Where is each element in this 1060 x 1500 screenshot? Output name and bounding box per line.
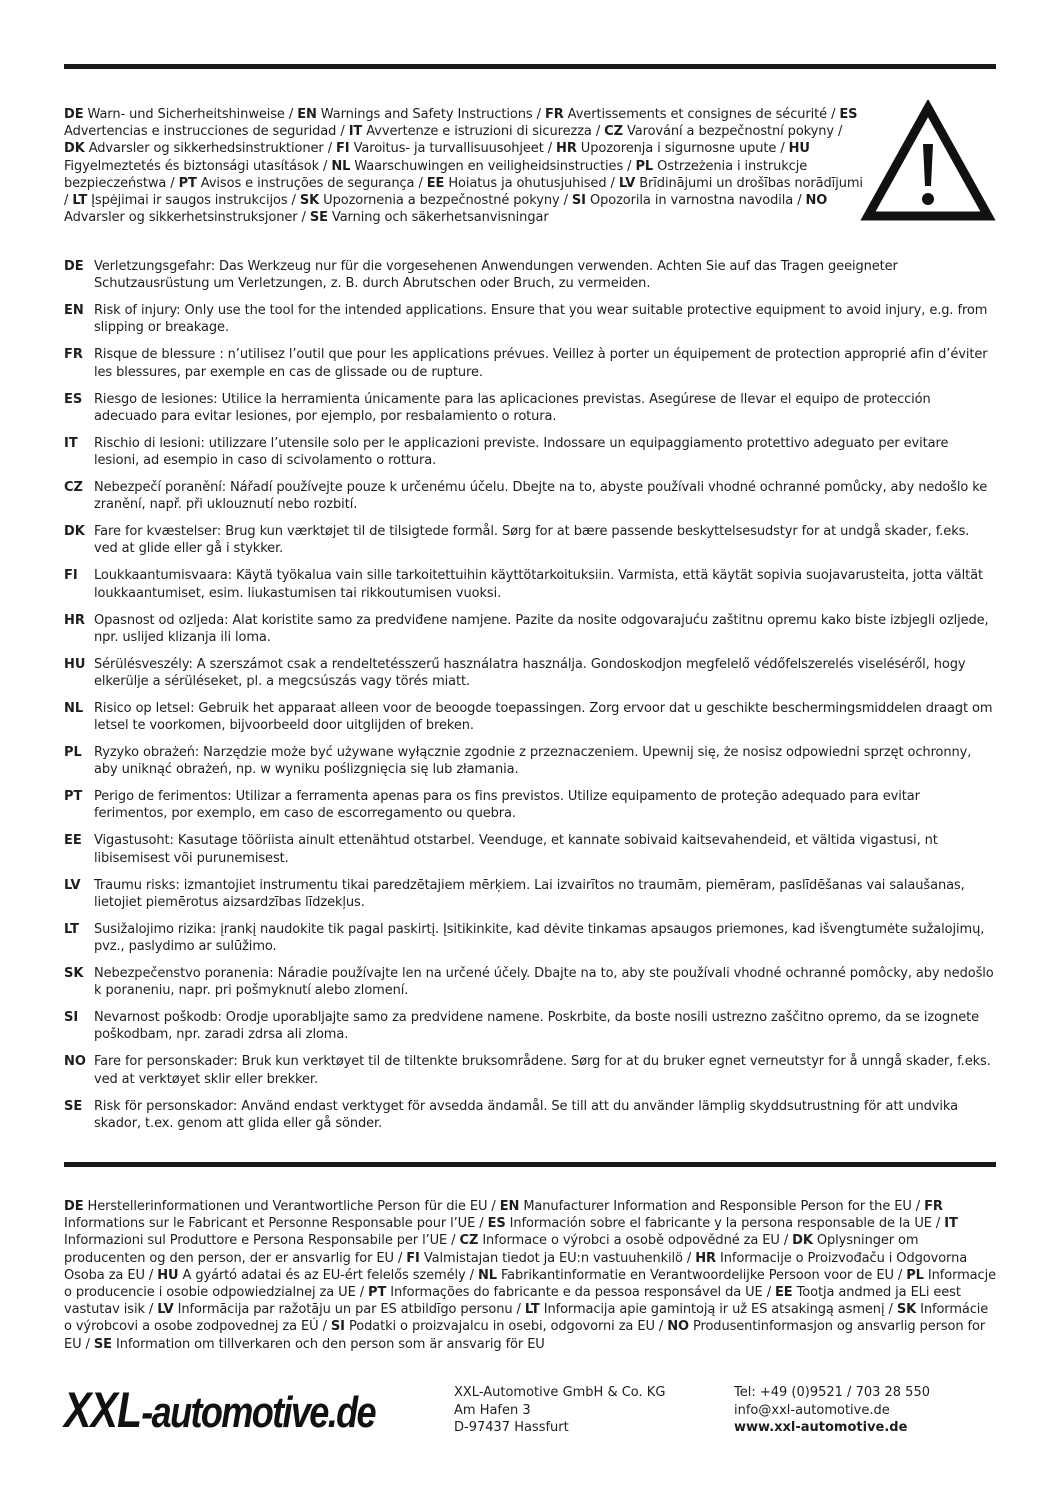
warning-text: Fare for kvæstelser: Brug kun værktøjet til de tilsigtede formål. Sørg for at bære passende beskyttelsesudstyr for at undgå skader, f.eks. ved at glide eller gå i stykker.: [94, 524, 970, 557]
manufacturer-lang-code: ES: [487, 1216, 506, 1232]
manufacturer-info-title: [64, 1198, 996, 1353]
manufacturer-lang-code: NL: [477, 1267, 497, 1283]
title-lang-text: Upozornenia a bezpečnostné pokyny /: [319, 193, 572, 209]
warning-text: Fare for personskader: Bruk kun verktøyet til de tiltenkte bruksområdene. Sørg for at du bruker egnet verneutstyr for å unngå skader, f.eks. ved at verktøyet sklir eller brekker.: [94, 1054, 991, 1087]
warning-text: Perigo de ferimentos: Utilizar a ferramenta apenas para os fins previstos. Utilize equipamento de proteção adequado para evitar ferimentos, por exemplo, em caso de escorregamento ou quebra.: [94, 789, 920, 822]
title-lang-text: Advarsler og sikkerhedsinstruktioner /: [84, 141, 337, 157]
warnings-list: [64, 258, 996, 1142]
title-lang-code: EN: [297, 107, 317, 122]
warning-lang-code: SI: [64, 1010, 79, 1026]
manufacturer-lang-text: Oplysninger om producenten og den person, der er ansvarlig for EU /: [64, 1233, 919, 1266]
title-lang-text: Varování a bezpečnostní pokyny /: [622, 124, 843, 140]
manufacturer-lang-code: CZ: [459, 1233, 479, 1249]
warning-item: [64, 479, 996, 523]
warning-lang-code: LT: [64, 921, 79, 937]
warning-lang-code: LV: [64, 877, 81, 893]
title-lang-code: DE: [64, 107, 84, 122]
manufacturer-lang-code: EE: [775, 1285, 793, 1301]
manufacturer-lang-code: LV: [157, 1302, 174, 1318]
manufacturer-lang-text: Valmistajan tiedot ja EU:n vastuuhenkilö /: [419, 1250, 696, 1266]
manufacturer-lang-text: Informazioni sul Produttore e Persona Responsabile per l’UE /: [64, 1233, 460, 1249]
warning-triangle-icon: [860, 100, 996, 224]
title-lang-text: Ostrzeżenia i instrukcje bezpieczeństwa /: [64, 158, 808, 191]
warning-item: [64, 832, 996, 876]
warning-item: [64, 391, 996, 435]
city-address: D-97437 Hassfurt: [454, 1420, 569, 1435]
warning-text: Nebezpečenstvo poranenia: Náradie používajte len na určené účely. Dbajte na to, aby ste používali vhodné ochranné pomôcky, aby nedošlo k poraneniu, napr. pri pošmyknutí alebo zlomení.: [94, 966, 994, 999]
warning-lang-code: NL: [64, 700, 84, 716]
manufacturer-lang-text: Informácie o výrobcovi a osobe zodpovednej za EÚ /: [64, 1302, 989, 1335]
manufacturer-lang-text: Herstellerinformationen und Verantwortliche Person für die EU /: [83, 1199, 500, 1214]
warning-text: Risico op letsel: Gebruik het apparaat alleen voor de beoogde toepassingen. Zorg ervoor dat u geschikte beschermingsmiddelen draagt om letsel te voorkomen, bijvoorbeeld door uitglijden of breken.: [94, 700, 993, 734]
warning-item: [64, 700, 996, 744]
title-lang-text: Avisos e instruções de segurança /: [196, 175, 427, 191]
title-lang-code: LT: [72, 193, 88, 209]
manufacturer-lang-code: EN: [499, 1199, 520, 1214]
warning-item: [64, 523, 996, 567]
manufacturer-lang-text: Informācija par ražotāju un par ES atbildīgo personu /: [173, 1302, 525, 1318]
title-lang-code: LV: [618, 175, 636, 191]
title-lang-code: ES: [839, 107, 858, 122]
company-contact: [734, 1384, 930, 1437]
manufacturer-lang-code: FR: [924, 1199, 943, 1214]
warning-item: [64, 1098, 996, 1142]
title-lang-code: SE: [309, 210, 328, 226]
warning-item: [64, 567, 996, 611]
warning-lang-code: DK: [64, 524, 85, 540]
manufacturer-lang-code: FI: [406, 1250, 420, 1266]
company-address: [454, 1384, 665, 1437]
manufacturer-lang-code: DK: [792, 1233, 813, 1249]
manufacturer-lang-code: IT: [944, 1216, 958, 1232]
warning-lang-code: DE: [64, 259, 84, 274]
title-lang-text: Warn- und Sicherheitshinweise /: [83, 107, 298, 122]
manufacturer-lang-text: Tootja andmed ja ELi eest vastutav isik /: [64, 1285, 961, 1318]
warning-lang-code: PL: [64, 745, 82, 761]
section-divider: [64, 1162, 996, 1167]
warning-text: Verletzungsgefahr: Das Werkzeug nur für die vorgesehenen Anwendungen verwenden. Achten Sie auf das Tragen geeigneter Schutzausrüstung um Verletzungen, z. B. durch Abrutschen oder Bruch, zu vermeiden.: [94, 259, 898, 292]
title-lang-code: PT: [178, 175, 197, 191]
manufacturer-lang-text: Informações do fabricante e da pessoa responsável da UE /: [386, 1285, 776, 1301]
title-lang-code: DK: [64, 141, 85, 157]
warning-item: [64, 965, 996, 1009]
title-lang-text: Įspėjimai ir saugos instrukcijos /: [87, 193, 300, 209]
manufacturer-lang-code: SI: [330, 1319, 345, 1335]
manufacturer-lang-code: PT: [368, 1285, 387, 1301]
manufacturer-lang-text: Information om tillverkaren och den person som är ansvarig för EU: [111, 1336, 545, 1352]
warning-text: Risque de blessure : n’utilisez l’outil que pour les applications prévues. Veillez à porter un équipement de protection approprié afin d’éviter les blessures, par exemple en cas de glissade ou de rupture.: [94, 347, 988, 380]
warning-lang-code: IT: [64, 435, 78, 451]
manufacturer-lang-text: Produsentinformasjon og ansvarlig person for EU /: [64, 1319, 986, 1352]
title-lang-text: Avertissements et consignes de sécurité /: [563, 107, 840, 122]
title-lang-code: HU: [788, 141, 810, 157]
company-name: XXL-Automotive GmbH & Co. KG: [454, 1385, 666, 1400]
email-address: info@xxl-automotive.de: [734, 1402, 890, 1418]
warning-lang-code: EE: [64, 833, 82, 849]
manufacturer-lang-text: Informace o výrobci a osobě odpovědné za EU /: [478, 1233, 793, 1249]
title-lang-code: NL: [331, 158, 351, 174]
warning-item: [64, 1053, 996, 1097]
manufacturer-lang-code: DE: [64, 1199, 84, 1214]
logo-suffix: -automotive.de: [141, 1388, 375, 1437]
warning-lang-code: CZ: [64, 479, 83, 495]
warning-text: Rischio di lesioni: utilizzare l’utensile solo per le applicazioni previste. Indossare un equipaggiamento protettivo adeguato per evitare lesioni, ad esempio in caso di scivolamento o rottura.: [94, 435, 949, 468]
website-link[interactable]: www.xxl-automotive.de: [734, 1420, 908, 1435]
warning-item: [64, 744, 996, 788]
manufacturer-lang-code: SE: [93, 1336, 112, 1352]
title-lang-text: Waarschuwingen en veiligheidsinstructies /: [350, 158, 636, 174]
title-lang-code: PL: [635, 158, 654, 174]
manufacturer-lang-code: HU: [157, 1267, 179, 1283]
title-lang-text: Opozorila in varnostna navodila /: [585, 193, 806, 209]
warning-lang-code: ES: [64, 391, 83, 407]
title-lang-text: Brīdinājumi un drošības norādījumi /: [64, 175, 863, 209]
warning-lang-code: HR: [64, 612, 85, 628]
warning-item: [64, 921, 996, 965]
warning-text: Riesgo de lesiones: Utilice la herramienta únicamente para las aplicaciones previstas. Asegúrese de llevar el equipo de protección adecuado para evitar lesiones, por ejemplo, por resbalamiento o rotura.: [94, 391, 931, 424]
warning-lang-code: HU: [64, 656, 86, 672]
manufacturer-lang-text: A gyártó adatai és az EU-ért felelős személy /: [178, 1267, 478, 1283]
title-lang-code: CZ: [604, 124, 623, 140]
safety-instructions-title: [64, 106, 864, 226]
logo-prefix: XXL: [64, 1382, 142, 1438]
warning-item: [64, 302, 996, 346]
warning-item: [64, 258, 996, 302]
manufacturer-lang-code: LT: [524, 1302, 540, 1318]
warning-item: [64, 346, 996, 390]
manufacturer-lang-text: Podatki o proizvajalcu in osebi, odgovorni za EU /: [344, 1319, 668, 1335]
title-lang-text: Avvertenze e istruzioni di sicurezza /: [362, 124, 605, 140]
manufacturer-lang-code: SK: [896, 1302, 917, 1318]
warning-lang-code: FR: [64, 347, 83, 363]
title-lang-code: FI: [336, 141, 350, 157]
title-lang-code: SI: [571, 193, 586, 209]
warning-item: [64, 435, 996, 479]
manufacturer-lang-code: PL: [906, 1267, 924, 1283]
title-lang-code: SK: [299, 193, 320, 209]
warning-text: Opasnost od ozljeda: Alat koristite samo za predviđene namjene. Pazite da nosite odgovarajuću zaštitnu opremu kako biste izbjegli ozljede, npr. uslijed klizanja ili loma.: [94, 612, 989, 645]
warning-item: [64, 788, 996, 832]
warning-item: [64, 877, 996, 921]
manufacturer-lang-text: Manufacturer Information and Responsible Person for the EU /: [519, 1199, 925, 1214]
top-divider: [64, 64, 996, 69]
warning-text: Ryzyko obrażeń: Narzędzie może być używane wyłącznie zgodnie z przeznaczeniem. Upewnij się, że nosisz odpowiedni sprzęt ochronny, aby uniknąć obrażeń, np. w wyniku poślizgnięcia się lub złamania.: [94, 745, 972, 778]
manufacturer-lang-text: Informacije o Proizvođaču i Odgovorna Osoba za EU /: [64, 1250, 968, 1283]
manufacturer-lang-text: Informacija apie gamintoją ir už ES atsakingą asmenį /: [539, 1302, 897, 1318]
title-lang-text: Varning och säkerhetsanvisningar: [327, 210, 549, 226]
warning-text: Sérülésveszély: A szerszámot csak a rendeltetésszerű használatra használja. Gondoskodjon megfelelő védőfelszerelés viseléséről, hogy elkerülje a sérüléseket, pl. a megcsúszás vagy törés miatt.: [94, 656, 966, 689]
warning-item: [64, 1009, 996, 1053]
manufacturer-lang-text: Informacje o producencie i osobie odpowiedzialnej za UE /: [64, 1267, 996, 1301]
phone-number: Tel: +49 (0)9521 / 703 28 550: [734, 1385, 930, 1400]
manufacturer-lang-code: HR: [695, 1250, 716, 1266]
title-lang-text: Advarsler og sikkerhetsinstruksjoner /: [64, 210, 310, 226]
warning-lang-code: NO: [64, 1054, 86, 1070]
title-lang-text: Advertencias e instrucciones de seguridad /: [64, 124, 349, 140]
title-lang-code: EE: [426, 175, 445, 191]
warning-text: Susižalojimo rizika: įrankį naudokite tik pagal paskirtį. Įsitikinkite, kad dėvite tinkamas apsaugos priemones, kad išvengtumėte sužalojimų, pvz., paslydimo ar sulūžimo.: [94, 921, 985, 955]
warning-text: Risk för personskador: Använd endast verktyget för avsedda ändamål. Se till att du använder lämplig skyddsutrustning för att undvika skador, t.ex. genom att glida eller gå sönder.: [94, 1098, 958, 1131]
warning-text: Vigastusoht: Kasutage tööriista ainult ettenähtud otstarbel. Veenduge, et kannate sobivaid kaitsevahendeid, et vältida vigastusi, nt libisemisest või purunemisest.: [94, 833, 938, 866]
title-lang-code: NO: [805, 193, 828, 209]
warning-item: [64, 612, 996, 656]
warning-text: Risk of injury: Only use the tool for the intended applications. Ensure that you wear suitable protective equipment to avoid injury, e.g. from slipping or breakage.: [94, 303, 988, 336]
title-lang-text: Warnings and Safety Instructions /: [316, 107, 545, 122]
warning-text: Nebezpečí poranění: Nářadí používejte pouze k určenému účelu. Dbejte na to, abyste používali vhodné ochranné pomůcky, aby nedošlo ke zranění, např. při uklouznutí nebo rozbití.: [94, 479, 988, 513]
manufacturer-lang-text: Fabrikantinformatie en Verantwoordelijke Persoon voor de EU /: [496, 1267, 907, 1283]
warning-lang-code: EN: [64, 303, 84, 319]
title-lang-code: HR: [556, 141, 577, 157]
street-address: Am Hafen 3: [454, 1402, 531, 1418]
title-lang-text: Varoitus- ja turvallisuusohjeet /: [349, 141, 557, 157]
warning-lang-code: SK: [64, 966, 84, 981]
title-lang-text: Hoiatus ja ohutusjuhised /: [444, 175, 619, 191]
warning-lang-code: FI: [64, 568, 78, 584]
brand-logo: [64, 1380, 375, 1440]
warning-item: [64, 656, 996, 700]
warning-text: Nevarnost poškodb: Orodje uporabljajte samo za predvidene namene. Poskrbite, da boste nosili ustrezno zaščitno opremo, da se izognete poškodbam, npr. zaradi zdrsa ali zloma.: [94, 1010, 980, 1043]
manufacturer-lang-code: NO: [667, 1319, 689, 1335]
warning-lang-code: SE: [64, 1098, 83, 1114]
warning-lang-code: PT: [64, 789, 83, 805]
title-lang-code: FR: [544, 107, 564, 122]
title-lang-text: Upozorenja i sigurnosne upute /: [576, 141, 789, 157]
title-lang-text: Figyelmeztetés és biztonsági utasítások /: [64, 158, 332, 174]
manufacturer-lang-text: Información sobre el fabricante y la persona responsable de la UE /: [505, 1216, 945, 1232]
title-lang-code: IT: [348, 124, 363, 140]
warning-text: Loukkaantumisvaara: Käytä työkalua vain sille tarkoitettuihin käyttötarkoituksiin. Varmista, että käytät sopivia suojavarusteita, jotta vältät loukkaantumiset, esim. liukastumisen tai rikkoutumisen vuoksi.: [94, 568, 984, 601]
warning-text: Traumu risks: izmantojiet instrumentu tikai paredzētajiem mērķiem. Lai izvairītos no traumām, piemēram, paslīdēšanas vai salaušanas, lietojiet piemērotus aizsardzības līdzekļus.: [94, 877, 965, 910]
manufacturer-lang-text: Informations sur le Fabricant et Personne Responsable pour l’UE /: [64, 1216, 488, 1232]
